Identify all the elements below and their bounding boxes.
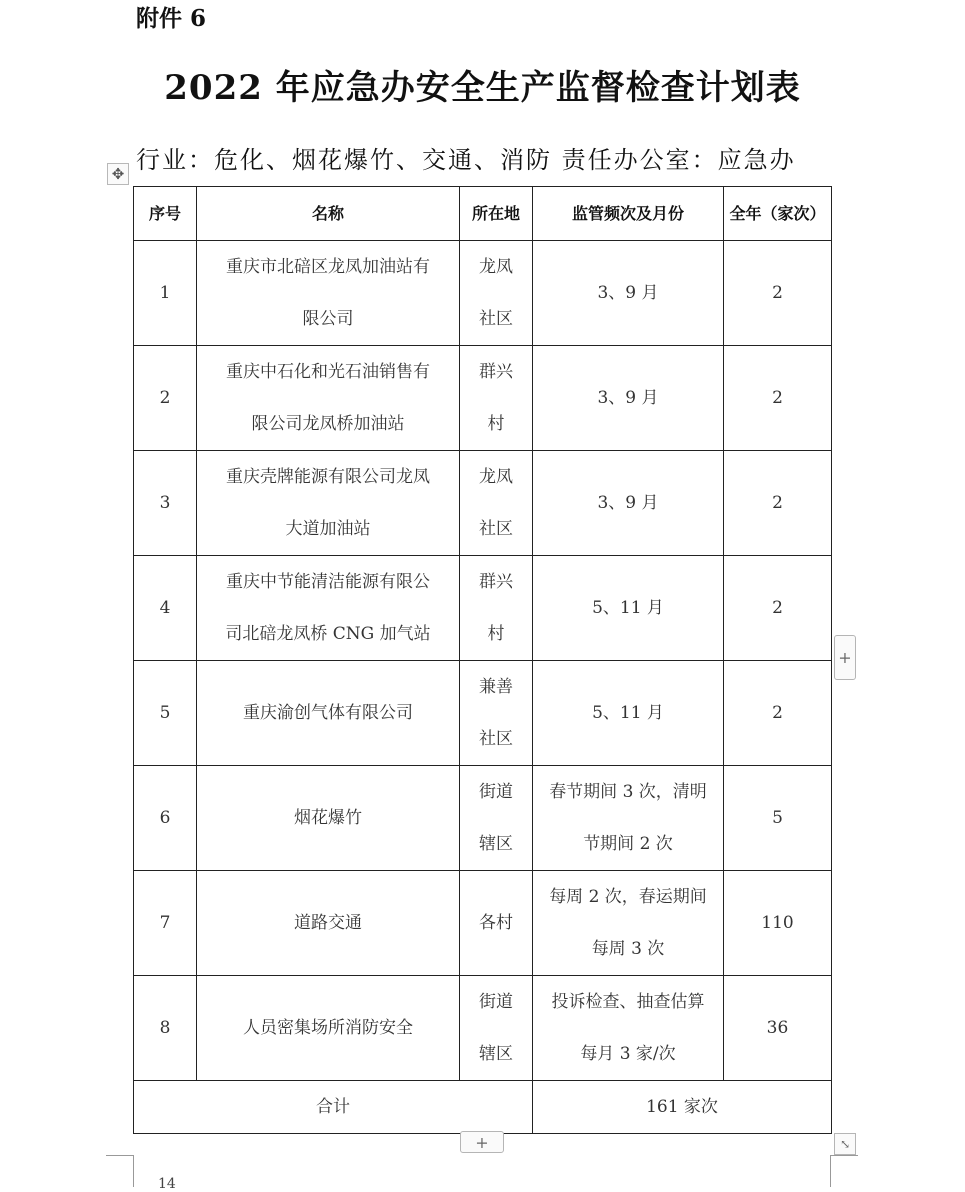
table-row [134, 766, 832, 871]
cell-line: 社区 [479, 519, 513, 539]
page-number: 14 [158, 1176, 176, 1192]
cell-line: 3、9 月 [597, 493, 659, 513]
cell-line: 每周 3 次 [591, 939, 665, 959]
cell-line: 兼善 [479, 677, 513, 697]
cell-line: 重庆市北碚区龙凤加油站有 [226, 257, 430, 277]
cell-line: 5、11 月 [592, 598, 664, 618]
cell-line: 节期间 2 次 [583, 834, 673, 854]
inspection-plan-table [133, 186, 832, 1134]
cell-line: 重庆渝创气体有限公司 [243, 703, 413, 723]
cell-location [460, 871, 533, 976]
total-row [134, 1081, 832, 1134]
cell-line: 限公司 [302, 309, 354, 329]
cell-line: 重庆中节能清洁能源有限公 [226, 572, 430, 592]
cell-frequency [533, 976, 724, 1081]
cell-frequency [533, 766, 724, 871]
cell-frequency [533, 556, 724, 661]
cell-serial: 6 [134, 766, 197, 871]
table-row [134, 661, 832, 766]
cell-line: 村 [487, 624, 505, 644]
cell-frequency [533, 451, 724, 556]
cell-serial: 4 [134, 556, 197, 661]
table-resize-handle-icon[interactable]: ⤡ [834, 1133, 856, 1155]
table-row [134, 451, 832, 556]
table-row [134, 871, 832, 976]
cell-name [197, 871, 460, 976]
cell-name [197, 556, 460, 661]
cell-location [460, 976, 533, 1081]
cell-line: 3、9 月 [597, 388, 659, 408]
cell-line: 重庆壳牌能源有限公司龙凤 [226, 467, 430, 487]
cell-line: 重庆中石化和光石油销售有 [226, 362, 430, 382]
total-value: 161 家次 [533, 1081, 832, 1134]
table-row [134, 346, 832, 451]
table-row [134, 241, 832, 346]
cell-count: 2 [724, 661, 832, 766]
cell-serial: 8 [134, 976, 197, 1081]
cell-frequency [533, 241, 724, 346]
attachment-label: 附件 6 [136, 5, 207, 32]
cell-line: 人员密集场所消防安全 [243, 1018, 413, 1038]
cell-line: 5、11 月 [592, 703, 664, 723]
cell-line: 大道加油站 [285, 519, 371, 539]
plus-icon: + [475, 1132, 489, 1152]
cell-line: 社区 [479, 309, 513, 329]
add-row-button[interactable] [460, 1131, 504, 1153]
cell-location [460, 346, 533, 451]
cell-count: 36 [724, 976, 832, 1081]
total-label: 合计 [134, 1081, 533, 1134]
cell-line: 每周 2 次，春运期间 [549, 887, 707, 907]
cell-line: 社区 [479, 729, 513, 749]
cell-serial: 3 [134, 451, 197, 556]
cell-serial: 1 [134, 241, 197, 346]
cell-line: 村 [487, 414, 505, 434]
cell-line: 辖区 [479, 834, 513, 854]
cell-location [460, 451, 533, 556]
cell-name [197, 766, 460, 871]
cell-line: 辖区 [479, 1044, 513, 1064]
cell-location [460, 556, 533, 661]
cell-location [460, 766, 533, 871]
header-serial: 序号 [134, 187, 197, 241]
cell-name [197, 661, 460, 766]
cell-line: 投诉检查、抽查估算 [551, 992, 705, 1012]
cell-serial: 2 [134, 346, 197, 451]
cell-frequency [533, 871, 724, 976]
table-row [134, 976, 832, 1081]
industry-line: 行业：危化、烟花爆竹、交通、消防 责任办公室：应急办 [136, 146, 796, 174]
cell-line: 各村 [479, 913, 513, 933]
table-move-handle-icon[interactable]: ✥ [107, 163, 129, 185]
add-column-button[interactable] [834, 635, 856, 680]
cell-serial: 7 [134, 871, 197, 976]
table-header-row [134, 187, 832, 241]
cell-name [197, 241, 460, 346]
cell-frequency [533, 346, 724, 451]
cell-count: 110 [724, 871, 832, 976]
cell-name [197, 451, 460, 556]
cell-frequency [533, 661, 724, 766]
cell-location [460, 661, 533, 766]
cell-line: 限公司龙凤桥加油站 [251, 414, 405, 434]
cell-name [197, 976, 460, 1081]
cell-line: 街道 [479, 992, 513, 1012]
cell-count: 2 [724, 346, 832, 451]
cell-line: 群兴 [479, 572, 513, 592]
plus-icon: + [838, 648, 852, 667]
header-frequency: 监管频次及月份 [533, 187, 724, 241]
cell-line: 街道 [479, 782, 513, 802]
cell-line: 司北碚龙凤桥 CNG 加气站 [225, 624, 431, 644]
document-title: 2022 年应急办安全生产监督检查计划表 [164, 68, 801, 108]
cell-line: 春节期间 3 次，清明 [549, 782, 707, 802]
cell-name [197, 346, 460, 451]
cell-line: 龙凤 [479, 257, 513, 277]
header-name: 名称 [197, 187, 460, 241]
header-location: 所在地 [460, 187, 533, 241]
cell-line: 龙凤 [479, 467, 513, 487]
cell-serial: 5 [134, 661, 197, 766]
cell-line: 3、9 月 [597, 283, 659, 303]
page-margin-corner-left [106, 1155, 134, 1187]
cell-count: 5 [724, 766, 832, 871]
header-annual-count: 全年（家次） [724, 187, 832, 241]
cell-line: 群兴 [479, 362, 513, 382]
cell-count: 2 [724, 556, 832, 661]
table-row [134, 556, 832, 661]
cell-count: 2 [724, 241, 832, 346]
cell-line: 每月 3 家/次 [580, 1044, 676, 1064]
cell-line: 道路交通 [294, 913, 362, 933]
cell-location [460, 241, 533, 346]
cell-line: 烟花爆竹 [294, 808, 362, 828]
page-margin-corner-right [830, 1155, 858, 1187]
cell-count: 2 [724, 451, 832, 556]
